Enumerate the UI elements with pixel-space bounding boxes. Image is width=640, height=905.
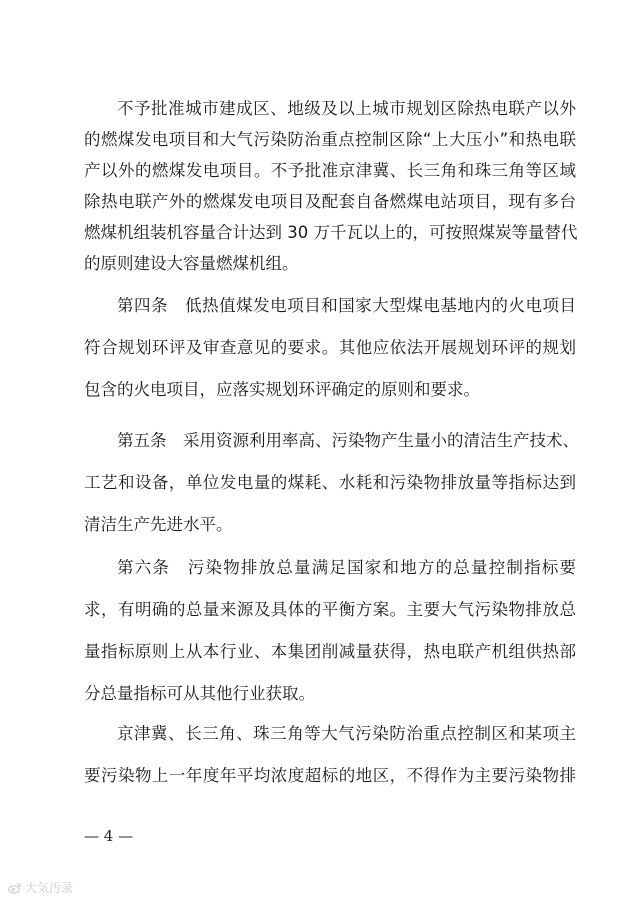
text-line: 分总量指标可从其他行业获取。 — [84, 684, 315, 703]
text-line: 量指标原则上从本行业、本集团削减量获得，热电联产机组供热部 — [84, 642, 576, 661]
text-line: 产以外的燃煤发电项目。不予批准京津冀、长三角和珠三角等区域 — [84, 161, 576, 180]
text-line: 第四条 低热值煤发电项目和国家大型煤电基地内的火电项目 — [117, 296, 576, 315]
text-line: 清洁生产先进水平。 — [84, 515, 233, 534]
text-line: 燃煤机组装机容量合计达到 30 万千瓦以上的，可按照煤炭等量替代 — [84, 223, 578, 242]
text-line: 不予批准城市建成区、地级及以上城市规划区除热电联产以外 — [117, 99, 576, 118]
text-line: 符合规划环评及审查意见的要求。其他应依法开展规划环评的规划 — [84, 338, 576, 357]
text-line: 京津冀、长三角、珠三角等大气污染防治重点控制区和某项主 — [117, 724, 576, 743]
text-line: 的原则建设大容量燃煤机组。 — [84, 254, 299, 273]
page-number: — 4 — — [84, 827, 134, 845]
watermark — [8, 880, 73, 896]
text-line: 第五条 采用资源利用率高、污染物产生量小的清洁生产技术、 — [117, 431, 579, 450]
text-line: 包含的火电项目，应落实规划环评确定的原则和要求。 — [84, 380, 480, 399]
watermark-text: 大気汚录 — [25, 881, 74, 895]
text-line: 求，有明确的总量来源及具体的平衡方案。主要大气污染物排放总 — [84, 600, 576, 619]
weibo-logo-icon — [8, 882, 22, 894]
text-line: 的燃煤发电项目和大气污染防治重点控制区除“上大压小”和热电联 — [84, 130, 576, 149]
text-line: 除热电联产外的燃煤发电项目及配套自备燃煤电站项目，现有多台 — [84, 192, 576, 211]
text-line: 工艺和设备，单位发电量的煤耗、水耗和污染物排放量等指标达到 — [84, 473, 576, 492]
text-line: 要污染物上一年度年平均浓度超标的地区，不得作为主要污染物排 — [84, 766, 576, 785]
text-line: 第六条 污染物排放总量满足国家和地方的总量控制指标要 — [117, 558, 576, 577]
